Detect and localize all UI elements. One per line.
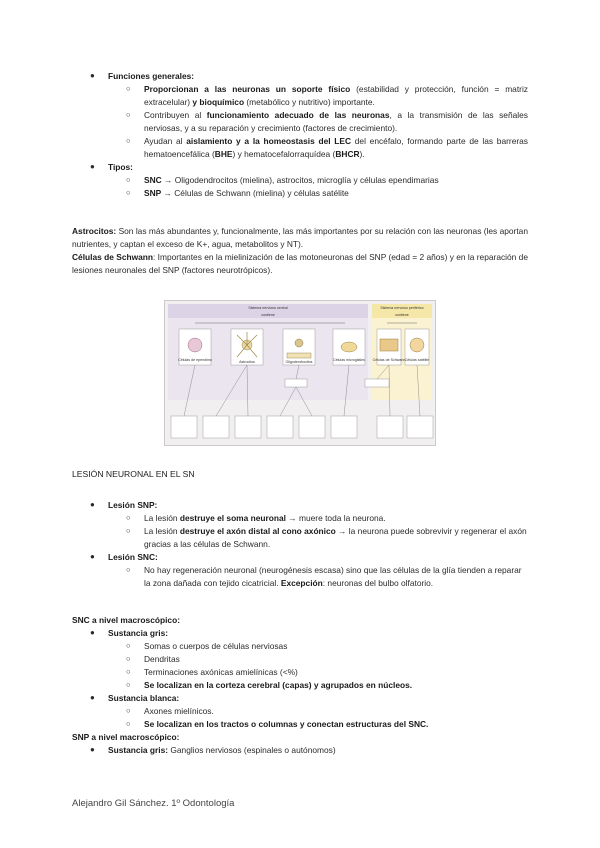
cell-label: Células de Schwann	[372, 358, 406, 362]
circle-bullet-icon: ○	[126, 719, 131, 729]
circle-bullet-icon: ○	[126, 641, 131, 651]
glia-diagram-svg	[165, 301, 435, 445]
circle-bullet-icon: ○	[126, 84, 131, 94]
text: Son las más abundantes y, funcionalmente, las más importantes por su relación con las neuronas (les aportan nutrientes, y captan el exceso de K+, agua, metabolitos y NT).	[72, 226, 528, 250]
pns-subtitle: contiene	[395, 313, 409, 317]
list-item	[72, 512, 528, 525]
bold-text: Astrocitos:	[72, 226, 117, 236]
bullet-icon: ●	[90, 745, 95, 755]
text: Contribuyen al	[144, 110, 207, 121]
text: La lesión	[144, 526, 180, 537]
bold-text: Proporcionan a las neuronas un soporte físico	[144, 84, 351, 95]
astrocitos-paragraph	[72, 225, 528, 251]
bold-text: Se localizan en los tractos o columnas y conectan estructuras del SNC.	[144, 719, 429, 730]
page-footer: Alejandro Gil Sánchez. 1º Odontología	[72, 798, 235, 809]
bold-text: SNP a nivel macroscópico:	[72, 732, 180, 743]
cell-label: Astrocitos	[239, 360, 255, 364]
bold-text: Excepción	[280, 578, 323, 589]
bullet-icon: ●	[90, 162, 95, 172]
bold-text: SNC	[144, 175, 162, 186]
list-item	[72, 551, 528, 564]
bullet-icon: ●	[90, 628, 95, 638]
definitions-block	[72, 225, 528, 277]
text: (metabólico y nutritivo) importante.	[244, 97, 375, 108]
text: : neuronas del bulbo olfatorio.	[322, 578, 434, 589]
list-item	[72, 744, 528, 757]
circle-bullet-icon: ○	[126, 654, 131, 664]
circle-bullet-icon: ○	[126, 565, 131, 575]
bold-text: Células de Schwann	[72, 252, 153, 263]
lesion-snp-label: Lesión SNP:	[108, 500, 158, 510]
cns-subtitle: contiene	[261, 313, 275, 317]
list-item	[72, 525, 528, 551]
list-item	[72, 627, 528, 640]
bold-text: BHE	[214, 149, 233, 160]
list-item	[72, 187, 528, 200]
bold-text: funcionamiento adecuado de las neuronas	[206, 110, 390, 121]
text: → la neurona puede sobrevivir y regenerar el axón gracias a las células de Schwann.	[144, 526, 527, 550]
bold-text: SNP	[144, 188, 162, 199]
text: Ganglios nerviosos (espinales o autónomos)	[168, 745, 336, 756]
text: ) y hematocefalorraquídea (	[232, 149, 336, 160]
pns-title: Sistema nervioso periférico	[380, 306, 424, 310]
circle-bullet-icon: ○	[126, 175, 131, 185]
circle-bullet-icon: ○	[126, 513, 131, 523]
circle-bullet-icon: ○	[126, 667, 131, 677]
list-item	[72, 161, 528, 174]
list-item	[72, 135, 528, 161]
snc-macro-title	[72, 614, 528, 627]
list-item	[72, 692, 528, 705]
bullet-icon: ●	[90, 552, 95, 562]
funciones-label: Funciones generales:	[108, 71, 195, 81]
bold-text: destruye el soma neuronal	[179, 513, 286, 524]
glia-diagram	[164, 300, 436, 446]
text: Axones mielínicos.	[144, 706, 214, 717]
bullet-icon: ●	[90, 500, 95, 509]
lesion-title-block	[72, 468, 528, 481]
list-item	[72, 640, 528, 653]
text: Terminaciones axónicas amielínicas (<%)	[144, 667, 298, 678]
text: (estabilidad y protección, función = matriz extracelular)	[144, 84, 528, 108]
lesion-title: LESIÓN NEURONAL EN EL SN	[72, 469, 195, 479]
tipos-label: Tipos:	[108, 162, 133, 173]
lesion-block	[72, 499, 528, 590]
snc-macro-block	[72, 614, 528, 757]
functions-block	[72, 70, 528, 200]
text: → Células de Schwann (mielina) y células satélite	[161, 188, 349, 199]
list-item	[72, 70, 528, 83]
list-item	[72, 679, 528, 692]
list-item	[72, 564, 528, 590]
text: Ayudan al	[144, 136, 187, 147]
cell-label: Células satélite	[404, 358, 430, 362]
schwann-paragraph	[72, 251, 528, 277]
blanca-label: Sustancia blanca:	[108, 693, 180, 704]
circle-bullet-icon: ○	[126, 526, 131, 536]
text: → muere toda la neurona.	[285, 513, 386, 524]
list-item	[72, 499, 528, 512]
lesion-snc-label: Lesión SNC:	[108, 552, 158, 563]
bold-text: BHCR	[335, 149, 360, 160]
text: → Oligodendrocitos (mielina), astrocitos, microglía y células ependimarias	[161, 175, 439, 186]
list-item	[72, 83, 528, 109]
bullet-icon: ●	[90, 693, 95, 703]
bullet-icon: ●	[90, 71, 95, 80]
cell-label: Células de ependimo	[178, 358, 212, 362]
text: Somas o cuerpos de células nerviosas	[144, 641, 288, 652]
bold-text: y bioquímico	[192, 97, 245, 108]
gris-label: Sustancia gris:	[108, 628, 169, 639]
list-item	[72, 653, 528, 666]
list-item	[72, 705, 528, 718]
cell-label: Oligodendrocitos	[285, 360, 313, 364]
list-item	[72, 174, 528, 187]
bold-text: destruye el axón distal al cono axónico	[179, 526, 336, 537]
circle-bullet-icon: ○	[126, 706, 131, 716]
text: No hay regeneración neuronal (neurogénesis escasa) sino que las células de la glía tienden a reparar la zona dañada con tejido cicatricial.	[144, 565, 522, 589]
list-item	[72, 666, 528, 679]
text: La lesión	[144, 513, 180, 524]
text: , a la transmisión de las señales nerviosas, y a su reparación y crecimiento (factores de crecimiento).	[144, 110, 528, 134]
snp-macro-title	[72, 731, 528, 744]
bold-text: Se localizan en la corteza cerebral (capas) y agrupados en núcleos.	[144, 680, 413, 691]
circle-bullet-icon: ○	[126, 136, 131, 146]
circle-bullet-icon: ○	[126, 188, 131, 198]
bold-text: aislamiento y a la homeostasis del LEC	[186, 136, 352, 147]
cns-title: Sistema nervioso central	[248, 306, 288, 310]
text: del encéfalo, formando parte de las barreras hematoencefálica (	[144, 136, 528, 160]
text: : Importantes en la mielinización de las motoneuronas del SNP (edad = 2 años) y en la reparación de lesiones neuronales del SNP (factores neurotrópicos).	[72, 252, 528, 276]
list-item	[72, 718, 528, 731]
bold-text: Sustancia gris:	[108, 745, 169, 756]
text: Dendritas	[144, 654, 180, 665]
circle-bullet-icon: ○	[126, 110, 131, 120]
cell-label: Células microgliales	[333, 358, 365, 362]
circle-bullet-icon: ○	[126, 680, 131, 690]
text: ).	[359, 149, 365, 160]
list-item	[72, 109, 528, 135]
bold-text: SNC a nivel macroscópico:	[72, 615, 180, 625]
